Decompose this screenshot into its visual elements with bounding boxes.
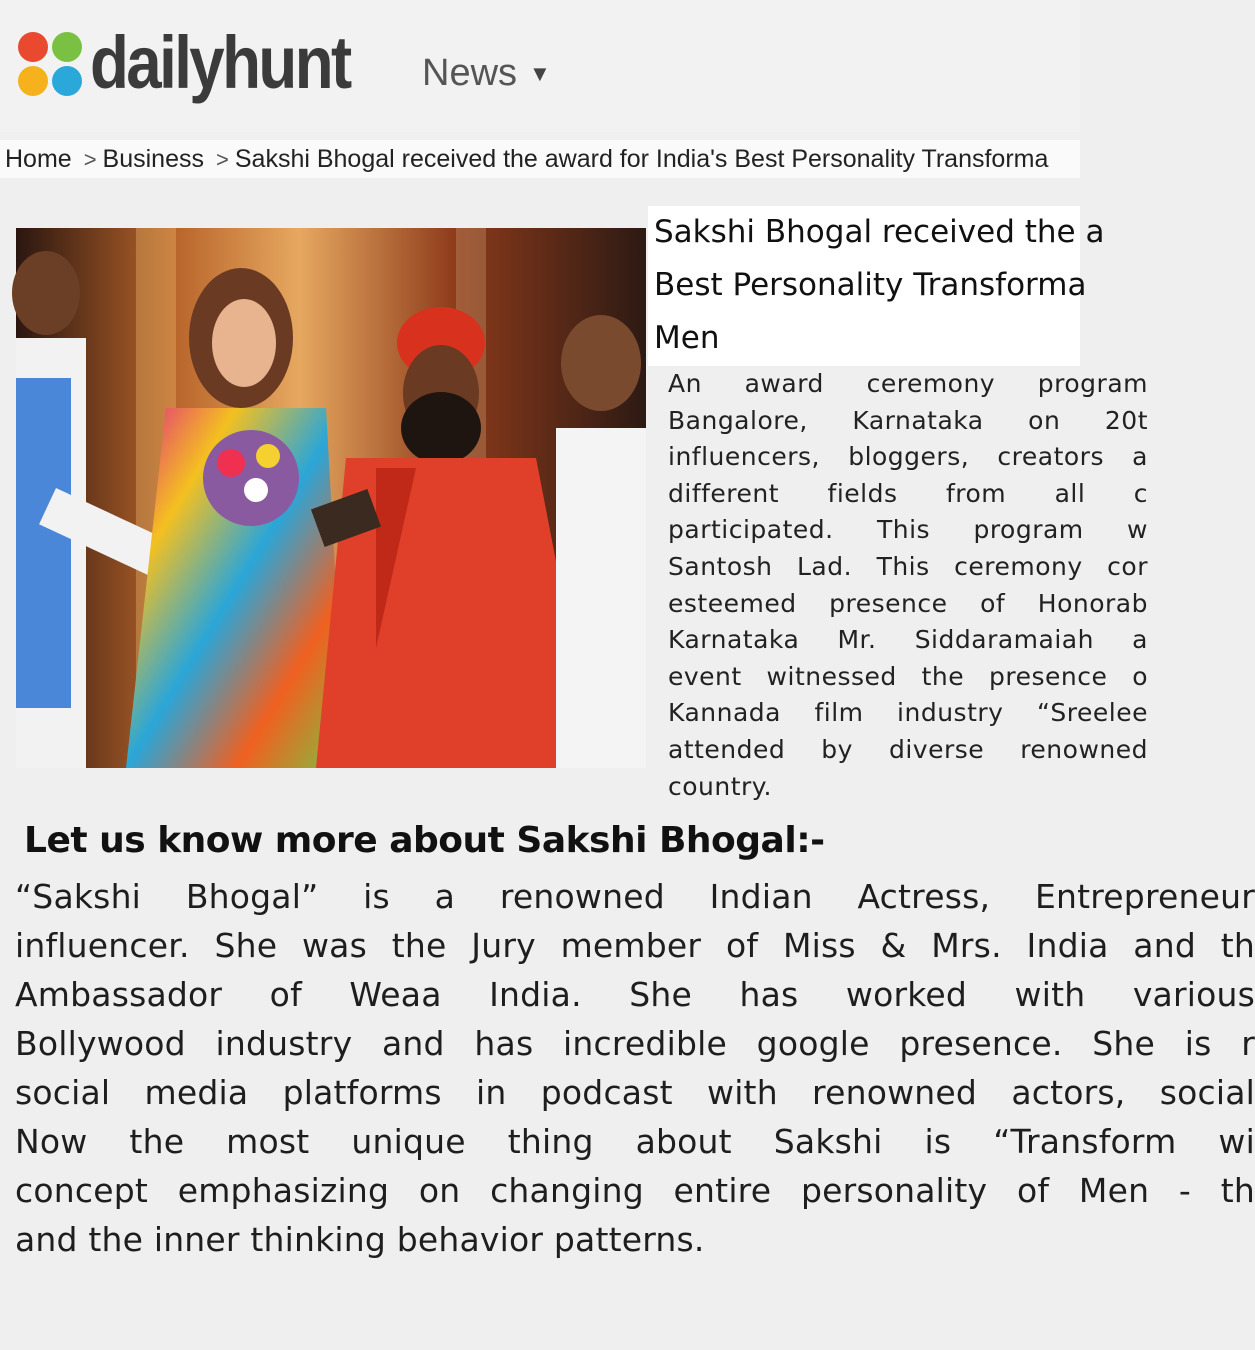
chevron-down-icon: ▼: [529, 60, 551, 86]
breadcrumb-current-article: Sakshi Bhogal received the award for India's Best Personality Transforma: [234, 145, 1049, 173]
article-title[interactable]: [654, 206, 1214, 365]
about-heading: Let us know more about Sakshi Bhogal:-: [24, 820, 825, 861]
body-line: event witnessed the presence o: [668, 661, 1148, 691]
article-title-line: Best Personality Transforma: [654, 267, 1087, 303]
news-menu-dropdown[interactable]: [422, 52, 551, 95]
logo-dot-red: [18, 32, 48, 62]
article-title-line: Sakshi Bhogal received the a: [654, 214, 1105, 250]
logo-wordmark[interactable]: dailyhunt: [90, 21, 350, 104]
logo-dot-blue: [52, 66, 82, 96]
body-line: Kannada film industry “Sreelee: [668, 698, 1148, 728]
body-line: influencers, bloggers, creators a: [668, 442, 1148, 472]
logo-dot-yellow: [18, 66, 48, 96]
award-ceremony-illustration: [16, 228, 646, 768]
about-section: [15, 872, 1255, 1272]
body-line: An award ceremony program: [668, 369, 1148, 398]
about-line: influencer. She was the Jury member of Miss & Mrs. India and th: [15, 926, 1255, 965]
logo-dot-green: [52, 32, 82, 62]
about-line: concept emphasizing on changing entire personality of Men - th: [15, 1171, 1255, 1210]
about-line: “Sakshi Bhogal” is a renowned Indian Actress, Entrepreneur: [15, 877, 1255, 916]
about-line: Ambassador of Weaa India. She has worked with various: [15, 975, 1255, 1014]
about-line: Now the most unique thing about Sakshi is “Transform wi: [15, 1122, 1255, 1161]
article-title-line: Men: [654, 320, 720, 356]
article-title-box: [648, 206, 1105, 366]
breadcrumb: [0, 140, 1080, 178]
site-header: [0, 0, 1080, 132]
body-line: different fields from all c: [668, 478, 1148, 508]
breadcrumb-separator-icon: >: [216, 147, 229, 172]
body-line: participated. This program w: [668, 515, 1148, 545]
body-line: Bangalore, Karnataka on 20t: [668, 405, 1148, 435]
news-menu-label: News: [422, 52, 518, 94]
body-line: Karnataka Mr. Siddaramaiah a: [668, 625, 1148, 655]
breadcrumb-separator-icon: >: [83, 147, 97, 172]
about-line: social media platforms in podcast with renowned actors, social: [15, 1073, 1255, 1112]
body-line: attended by diverse renowned: [668, 734, 1148, 764]
breadcrumb-business[interactable]: Business: [102, 145, 204, 173]
dailyhunt-logo-icon[interactable]: [18, 32, 84, 98]
body-line: esteemed presence of Honorab: [668, 588, 1148, 618]
award-ceremony-photo: [16, 228, 646, 768]
about-line: and the inner thinking behavior patterns.: [15, 1220, 705, 1259]
breadcrumb-home[interactable]: Home: [5, 145, 72, 173]
article-body: [668, 366, 1148, 806]
body-line: Santosh Lad. This ceremony cor: [668, 551, 1148, 581]
body-line: country.: [668, 771, 772, 801]
about-line: Bollywood industry and has incredible google presence. She is r: [15, 1024, 1255, 1063]
